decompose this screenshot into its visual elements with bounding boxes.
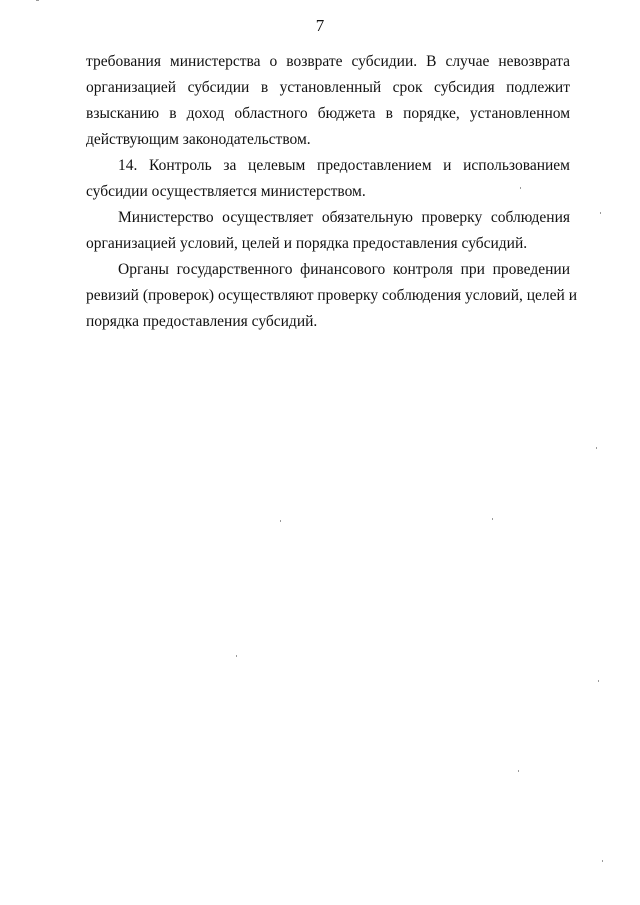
- text-line: действующим законодательством.: [86, 131, 311, 148]
- text-line: организацией субсидии в установленный срок субсидия подлежит: [86, 79, 570, 96]
- document-body: [86, 49, 578, 335]
- scan-speck: [602, 860, 603, 862]
- scan-speck: [520, 187, 521, 189]
- text-line: ревизий (проверок) осуществляют проверку соблюдения условий, целей и: [86, 287, 578, 304]
- scan-speck: [280, 520, 281, 522]
- scan-speck: [36, 0, 39, 1]
- text-line: взысканию в доход областного бюджета в порядке, установленном: [86, 105, 570, 122]
- scan-speck: [492, 518, 493, 520]
- text-line: организацией условий, целей и порядка предоставления субсидий.: [86, 235, 528, 252]
- scan-speck: [518, 770, 519, 772]
- scan-speck: [600, 212, 601, 214]
- paragraph-ministry-check: [86, 205, 570, 257]
- text-line: 14. Контроль за целевым предоставлением и использованием: [118, 157, 570, 174]
- paragraph-control-item-14: [86, 153, 570, 205]
- paragraph-financial-control: [86, 257, 578, 335]
- text-line: Министерство осуществляет обязательную проверку соблюдения: [118, 209, 570, 226]
- scan-speck: [598, 680, 599, 682]
- text-line: Органы государственного финансового контроля при проведении: [118, 261, 570, 278]
- scan-speck: [236, 655, 237, 657]
- page-number: 7: [315, 16, 325, 35]
- scan-speck: [596, 447, 597, 449]
- text-line: порядка предоставления субсидий.: [86, 313, 318, 330]
- text-line: требования министерства о возврате субсидии. В случае невозврата: [86, 53, 570, 70]
- paragraph-subsidy-refund: [86, 49, 570, 153]
- text-line: субсидии осуществляется министерством.: [86, 183, 366, 200]
